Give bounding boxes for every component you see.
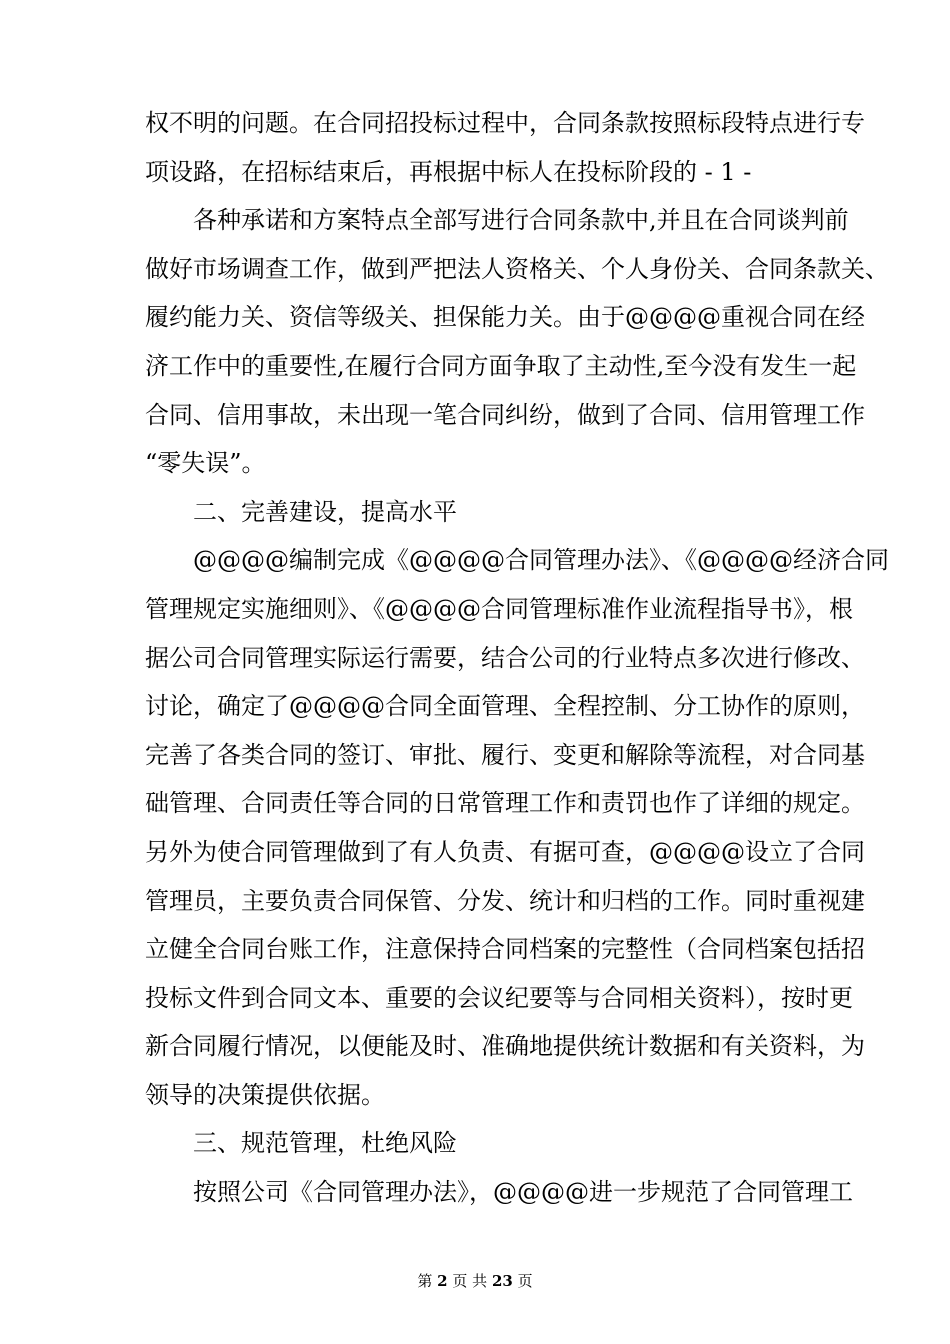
- text-line: 做好市场调查工作，做到严把法人资格关、个人身份关、合同条款关、: [145, 254, 889, 283]
- text-line: 权不明的问题。在合同招投标过程中，合同条款按照标段特点进行专: [145, 109, 865, 137]
- text-line: 项设路，在招标结束后，再根据中标人在投标阶段的 - 1 -: [145, 157, 752, 186]
- footer-middle: 页 共: [452, 1272, 488, 1290]
- current-page-number: 2: [437, 1272, 448, 1290]
- text-line: “零失误”。: [145, 449, 266, 478]
- text-line: 管理员，主要负责合同保管、分发、统计和归档的工作。同时重视建: [145, 886, 865, 915]
- text-line: 据公司合同管理实际运行需要，结合公司的行业特点多次进行修改、: [145, 643, 865, 672]
- document-body: [145, 99, 889, 1217]
- text-line: 新合同履行情况，以便能及时、准确地提供统计数据和有关资料，为: [145, 1032, 865, 1061]
- footer-suffix: 页: [517, 1272, 533, 1290]
- footer-prefix: 第: [417, 1272, 433, 1290]
- text-line: 合同、信用事故，未出现一笔合同纠纷，做到了合同、信用管理工作: [145, 400, 865, 429]
- text-line: @@@@编制完成《@@@@合同管理办法》、《@@@@经济合同: [193, 546, 889, 575]
- section-heading: 二、完善建设，提高水平: [193, 497, 457, 526]
- text-line: 各种承诺和方案特点全部写进行合同条款中,并且在合同谈判前: [193, 206, 849, 235]
- page-footer: [0, 1271, 950, 1291]
- text-line: 领导的决策提供依据。: [145, 1080, 385, 1109]
- text-line: 完善了各类合同的签订、审批、履行、变更和解除等流程，对合同基: [145, 740, 865, 769]
- text-line: 础管理、合同责任等合同的日常管理工作和责罚也作了详细的规定。: [145, 789, 865, 818]
- text-line: 讨论，确定了@@@@合同全面管理、全程控制、分工协作的原则，: [145, 692, 865, 721]
- text-line: 履约能力关、资信等级关、担保能力关。由于@@@@重视合同在经: [145, 303, 865, 332]
- text-line: 按照公司《合同管理办法》，@@@@进一步规范了合同管理工: [193, 1178, 853, 1207]
- total-pages-number: 23: [491, 1272, 513, 1290]
- text-line: 投标文件到合同文本、重要的会议纪要等与合同相关资料），按时更: [145, 983, 853, 1012]
- text-line: 另外为使合同管理做到了有人负责、有据可查，@@@@设立了合同: [145, 837, 865, 866]
- text-line: 济工作中的重要性,在履行合同方面争取了主动性,至今没有发生一起: [145, 351, 857, 380]
- text-line: 管理规定实施细则》、《@@@@合同管理标准作业流程指导书》，根: [145, 594, 853, 623]
- text-line: 立健全合同台账工作，注意保持合同档案的完整性（合同档案包括招: [145, 935, 865, 964]
- section-heading: 三、规范管理，杜绝风险: [193, 1129, 457, 1158]
